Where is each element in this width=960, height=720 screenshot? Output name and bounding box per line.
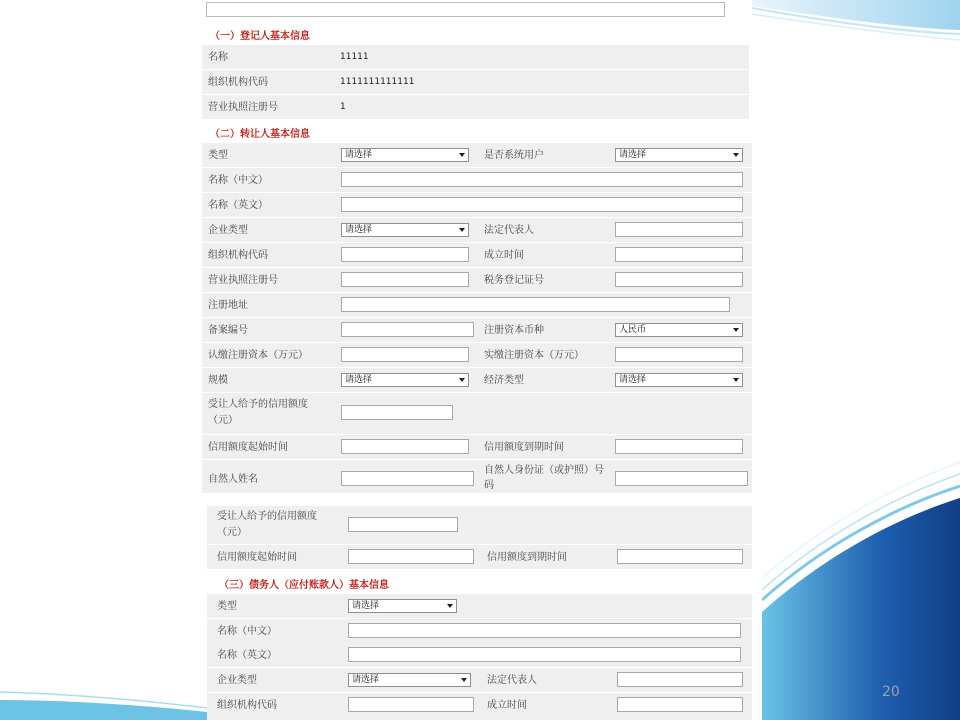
registrant-name-label: 名称 [208, 52, 228, 63]
section-transferor-title: （二）转让人基本信息 [210, 129, 310, 140]
credit-limit-label: 受让人给予的信用额度 [217, 511, 317, 522]
transferor-form-panel [202, 0, 752, 493]
slide-page-number: 20 [882, 684, 900, 700]
credit-end-input[interactable] [615, 439, 743, 454]
paid-capital-input[interactable] [615, 347, 743, 362]
established-label: 成立时间 [487, 700, 527, 711]
credit-limit-label: 受让人给予的信用额度 [208, 399, 308, 410]
tax-no-label: 税务登记证号 [484, 275, 544, 286]
tax-no-input[interactable] [615, 272, 743, 287]
name-en-label: 名称（英文） [208, 200, 268, 211]
established-label: 成立时间 [484, 250, 524, 261]
form-row [202, 318, 752, 342]
credit-limit-unit-label: （元） [208, 415, 238, 426]
established-input[interactable] [615, 247, 743, 262]
credit-limit-unit-label: （元） [217, 527, 247, 538]
company-type-label: 企业类型 [217, 675, 257, 686]
economic-type-label: 经济类型 [484, 375, 524, 386]
form-row [207, 506, 752, 544]
credit-end-label: 信用额度到期时间 [484, 442, 564, 453]
form-row [202, 193, 752, 217]
form-row [207, 594, 752, 618]
form-row [202, 460, 752, 493]
registrant-license-value: 1 [340, 102, 346, 112]
subscribed-capital-label: 认缴注册资本（万元） [208, 350, 308, 361]
org-code-input[interactable] [341, 247, 469, 262]
is-system-user-label: 是否系统用户 [484, 150, 544, 161]
filing-no-input[interactable] [341, 322, 474, 337]
legal-rep-input[interactable] [615, 222, 743, 237]
license-no-input[interactable] [341, 272, 469, 287]
established-input[interactable] [617, 697, 743, 712]
form-row [202, 218, 752, 242]
registrant-license-label: 营业执照注册号 [208, 102, 278, 113]
id-no-label: 自然人身份证（或护照）号 [484, 465, 604, 476]
is-system-user-select[interactable]: 请选择 [615, 148, 743, 162]
registrant-org-code-value: 1111111111111 [340, 77, 415, 87]
company-type-select[interactable]: 请选择 [348, 673, 471, 687]
legal-rep-label: 法定代表人 [487, 675, 537, 686]
person-name-label: 自然人姓名 [208, 474, 258, 485]
form-row [202, 293, 752, 317]
form-row [202, 368, 752, 392]
currency-select[interactable]: 人民币 [615, 323, 743, 337]
credit-limit-input[interactable] [341, 405, 453, 420]
scale-select[interactable]: 请选择 [341, 373, 469, 387]
type-label: 类型 [217, 601, 237, 612]
legal-rep-label: 法定代表人 [484, 225, 534, 236]
org-code-label: 组织机构代码 [217, 700, 277, 711]
subscribed-capital-input[interactable] [341, 347, 469, 362]
id-no-label-cont: 码 [484, 480, 494, 491]
form-row [202, 143, 752, 167]
form-row [207, 668, 752, 692]
license-no-label: 营业执照注册号 [208, 275, 278, 286]
credit-limit-input[interactable] [348, 517, 458, 532]
form-row [202, 268, 752, 292]
credit-start-input[interactable] [341, 439, 469, 454]
debtor-form-panel [207, 506, 762, 720]
form-row [202, 243, 752, 267]
credit-end-input[interactable] [617, 549, 743, 564]
form-row [207, 545, 752, 569]
legal-rep-input[interactable] [617, 672, 743, 687]
registrant-org-code-label: 组织机构代码 [208, 77, 268, 88]
name-cn-input[interactable] [341, 172, 743, 187]
org-code-input[interactable] [348, 697, 474, 712]
credit-start-label: 信用额度起始时间 [217, 552, 297, 563]
registrant-name-value: 11111 [340, 52, 369, 62]
credit-end-label: 信用额度到期时间 [487, 552, 567, 563]
registrant-row [202, 45, 749, 69]
form-row [202, 393, 752, 434]
type-label: 类型 [208, 150, 228, 161]
paid-capital-label: 实缴注册资本（万元） [484, 350, 584, 361]
type-select[interactable]: 请选择 [341, 148, 469, 162]
form-row [202, 435, 752, 459]
type-select[interactable]: 请选择 [348, 599, 457, 613]
scale-label: 规模 [208, 375, 228, 386]
economic-type-select[interactable]: 请选择 [615, 373, 743, 387]
person-name-input[interactable] [341, 471, 474, 486]
name-cn-label: 名称（中文） [208, 175, 268, 186]
reg-address-label: 注册地址 [208, 300, 248, 311]
filing-no-label: 备案编号 [208, 325, 248, 336]
name-cn-label: 名称（中文） [217, 626, 277, 637]
company-type-label: 企业类型 [208, 225, 248, 236]
org-code-label: 组织机构代码 [208, 250, 268, 261]
section-debtor-title: （三）债务人（应付账款人）基本信息 [219, 580, 389, 591]
credit-start-label: 信用额度起始时间 [208, 442, 288, 453]
form-row [202, 168, 752, 192]
name-en-label: 名称（英文） [217, 650, 277, 661]
company-type-select[interactable]: 请选择 [341, 223, 469, 237]
name-en-input[interactable] [341, 197, 743, 212]
form-row [207, 693, 752, 720]
name-cn-input[interactable] [348, 623, 741, 638]
form-row [207, 643, 752, 667]
name-en-input[interactable] [348, 647, 741, 662]
registrant-row [202, 70, 749, 94]
top-input-bar[interactable] [206, 2, 725, 17]
section-registrant-title: （一）登记人基本信息 [210, 31, 310, 42]
form-row [202, 343, 752, 367]
form-row [207, 619, 752, 643]
id-no-input[interactable] [615, 471, 748, 486]
credit-start-input[interactable] [348, 549, 474, 564]
reg-address-input[interactable] [341, 297, 730, 312]
currency-label: 注册资本币种 [484, 325, 544, 336]
registrant-row [202, 95, 749, 119]
